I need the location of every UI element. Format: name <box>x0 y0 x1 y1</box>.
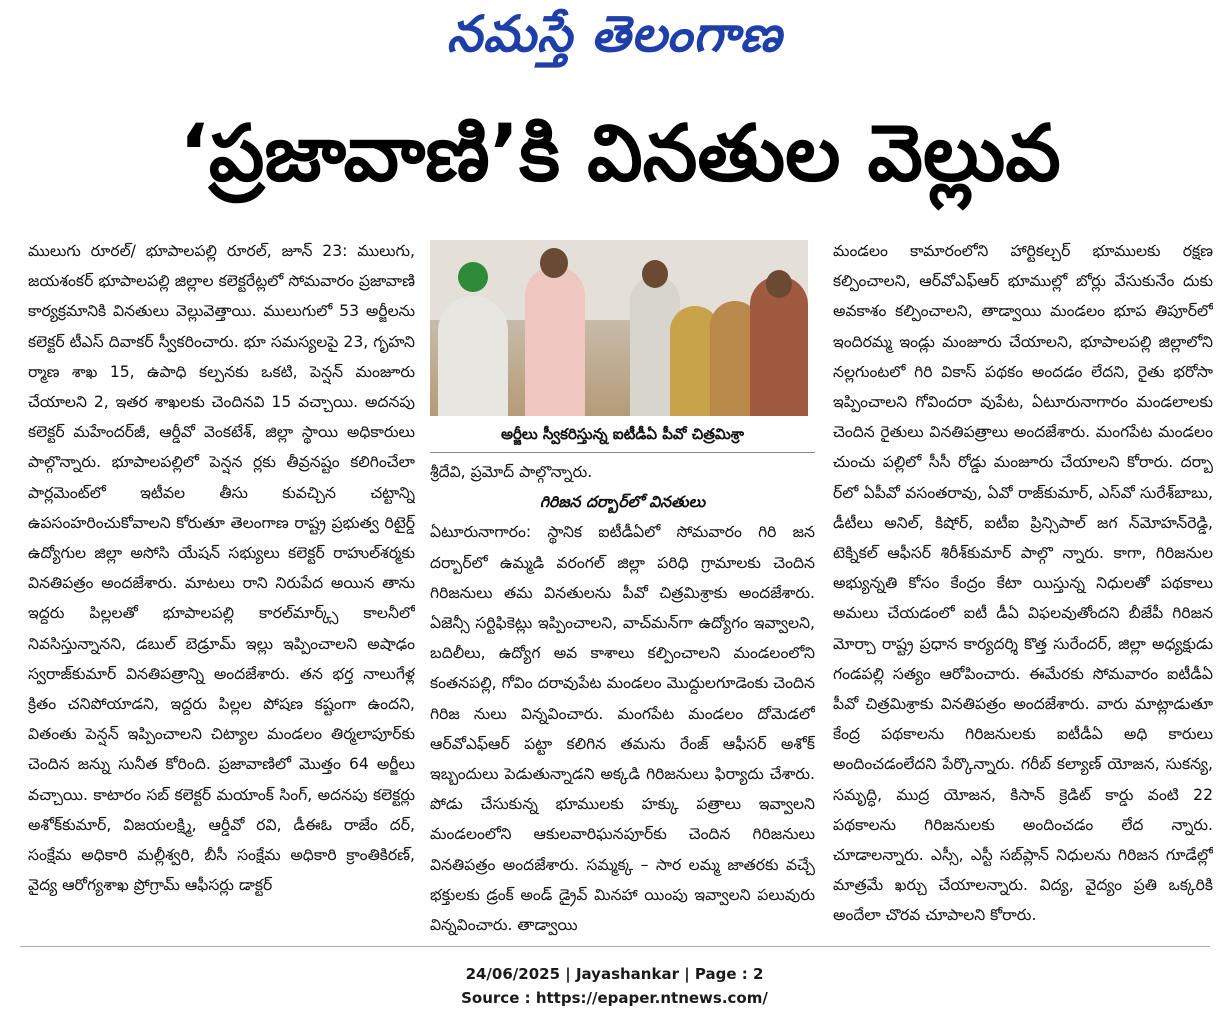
footer-divider <box>20 946 1210 947</box>
section-subhead: గిరిజన దర్బార్‌లో వినతులు <box>539 493 706 512</box>
headline-text: ‘ప్రజావాణి’కి వినతుల వెల్లువ <box>179 108 1061 199</box>
photo-person <box>438 296 508 416</box>
photo-caption: అర్జీలు స్వీకరిస్తున్న ఐటీడీఏ పీవో చిత్రమిశ్రా <box>430 416 815 453</box>
headline <box>60 108 1180 218</box>
footer-source-line: Source : https://epaper.ntnews.com/ <box>461 989 768 1007</box>
footer-date-line: 24/06/2025 | Jayashankar | Page : 2 <box>465 965 764 983</box>
footer <box>0 962 1229 1010</box>
article-column-1 <box>28 236 415 936</box>
column-3-text: మండలం కామారంలోని హార్టికల్చర్ భూములకు రక్షణ కల్పించాలని, ఆర్‌వోఎఫ్‌ఆర్ భూముల్లో బోర్లు వేసుకునేం దుకు అవకాశం కల్పించాలని, తాడ్వాయి మండలం భూప తిపూర్‌లో ఇందిరమ్మ ఇండ్లు మంజూరు చేయాలని, భూపాలపల్లి జిల్లాలోని నల్లగుంటలో గిరి వికాస్ పథకం అందడం లేదని, రైతు భరోసా ఇప్పించాలని గోవిందరా వుపేట, ఏటూరునాగారం మండలాలకు చెందిన రైతులు వినతిపత్రాలు అందజేశారు. మంగపేట మండలం చుంచు పల్లిలో సీసీ రోడ్డు మంజూరు చేయాలని కోరారు. దర్బా ర్‌లో ఏపీవో వసంతరావు, ఏవో రాజ్‌కుమార్, ఎస్‌వో సురేశ్‌బాబు, డీటీలు అనిల్, కిషోర్, ఐటీఐ ప్రిన్సిపాల్ జగ న్‌మోహన్‌రెడ్డి, టెక్నికల్ ఆఫీసర్ శిరీశ్‌కుమార్ పాల్గొ న్నారు. కాగా, గిరిజనుల అభ్యున్నతి కోసం కేంద్రం కేటా యిస్తున్న నిధులతో పథకాలు అమలు చేయడంలో ఐటీ డీఏ విఫలవుతోందని బీజేపీ గిరిజన మోర్చా రాష్ట్ర ప్రధాన కార్యదర్శి కొత్త సురేందర్, జిల్లా అధ్యక్షుడు గండపల్లి సత్యం ఆరోపించారు. ఈమేరకు సోమవారం ఐటీడీఏ పీవో చిత్రమిశ్రాకు వినతిపత్రం అందజేశారు. వారు మాట్లాడుతూ కేంద్ర పథకాలను గిరిజనులకు ఐటీడీఏ అధి కారులు అందించడంలేదని పేర్కొన్నారు. గరీబ్ కల్యాణ్ యోజన, సుకన్య, సమృద్ధి, ముద్ర యోజన, కిసాన్ క్రెడిట్ కార్డు వంటి 22 పథకాలను గిరిజనులకు అందించడం లేద న్నారు. చూడాలన్నారు. ఎస్సీ, ఎస్టీ సబ్‌ప్లాన్ నిధులను గిరిజన గూడేల్లో మాత్రమే ఖర్చు చేయాలన్నారు. విద్య, వైద్యం ప్రతి ఒక్కరికి అందేలా చొరవ చూపాలని కోరారు. <box>833 242 1213 925</box>
column-2-lead: శ్రీదేవి, ప్రమోద్ పాల్గొన్నారు. <box>430 463 593 481</box>
column-2-text: ఏటూరునాగారం: స్థానిక ఐటీడీఏలో సోమవారం గిరి జన దర్బార్‌లో ఉమ్మడి వరంగల్ జిల్లా పరిధి గ్రామాలకు చెందిన గిరిజనులు తమ వినతులను పీవో చిత్రమిశ్రాకు అందజేశారు. ఏజెన్సీ సర్టిఫికెట్లు ఇప్పించాలని, వాచ్‌మన్‌గా ఉద్యోగం ఇవ్వాలని, బదిలీలు, ఉద్యోగ అవ కాశాలు కల్పించాలని మండలంలోని కంతనపల్లి, గోవిం దరావుపేట మండలం మొద్దులగూడెంకు చెందిన గిరిజ నులు విన్నవించారు. మంగపేట మండలం దోమెడలో ఆర్‌వోఎఫ్‌ఆర్ పట్టా కలిగిన తమను రేంజ్ ఆఫీసర్ అశోక్ ఇబ్బందులు పెడుతున్నాడని అక్కడి గిరిజనులు ఫిర్యాదు చేశారు. పోడు చేసుకున్న భూములకు హక్కు పత్రాలు ఇవ్వాలని మండలంలోని ఆకులవారిఘనపూర్‌కు చెందిన గిరిజనులు వినతిపత్రం అందజేశారు. సమ్మక్క – సార లమ్మ జాతరకు వచ్చే భక్తులకు డ్రంక్ అండ్ డ్రైవ్ మినహా యింపు ఇవ్వాలని పలువురు విన్నవించారు. తాడ్వాయి <box>430 523 815 935</box>
column-1-text: ములుగు రూరల్/ భూపాలపల్లి రూరల్, జూన్ 23: ములుగు, జయశంకర్ భూపాలపల్లి జిల్లాల కలెక్టరేట్లలో సోమవారం ప్రజావాణి కార్యక్రమానికి వినతులు వెల్లువెత్తాయి. ములుగులో 53 అర్జీలను కలెక్టర్ టీఎస్ దివాకర్ స్వీకరించారు. భూ సమస్యలపై 23, గృహని ర్మాణ శాఖ 15, ఉపాధి కల్పనకు ఒకటి, పెన్షన్ మంజూరు చేయాలని 2, ఇతర శాఖలకు చెందినవి 15 వచ్చాయి. అదనపు కలెక్టర్ మహేందర్‌జీ, ఆర్డీవో వెంకటేశ్, జిల్లా స్థాయి అధికారులు పాల్గొన్నారు. భూపాలపల్లిలో పెన్షన ర్లకు తీవ్రనష్టం కలిగించేలా పార్లమెంట్‌లో ఇటీవల తీసు కువచ్చిన చట్టాన్ని ఉపసంహరించుకోవాలని కోరుతూ తెలంగాణ రాష్ట్ర ప్రభుత్వ రిటైర్డ్ ఉద్యోగుల జిల్లా అసోసి యేషన్ సభ్యులు కలెక్టర్ రాహుల్‌శర్మకు వినతిపత్రం అందజేశారు. మాటలు రాని నిరుపేద అయిన తాను ఇద్దరు పిల్లలతో భూపాలపల్లి కారల్‌మార్క్స్ కాలనీలో నివసిస్తున్నానని, డబుల్ బెడ్రూమ్ ఇల్లు ఇప్పించాలని అషాఢం స్వరాజ్‌కుమార్ వినతిపత్రాన్ని అందజేశారు. తన భర్త నాలుగేళ్ల క్రితం చనిపోయాడని, ఇద్దరు పిల్లల పోషణ కష్టంగా ఉందని, వితంతు పెన్షన్ ఇప్పించాలని చిట్యాల మండలం తిర్మలాపూర్‌కు చెందిన జన్ను సునీత కోరింది. ప్రజావాణిలో మొత్తం 64 అర్జీలు వచ్చాయి. కాటారం సబ్ కలెక్టర్ మయాంక్ సింగ్, అదనపు కలెక్టర్లు అశోక్‌కుమార్, విజయలక్ష్మి, ఆర్డీవో రవి, డీఈఓ రాజేం దర్, సంక్షేమ అధికారి మల్లీశ్వరి, బీసీ సంక్షేమ అధికారి క్రాంతికిరణ్, వైద్య ఆరోగ్యశాఖ ప్రోగ్రామ్ ఆఫీసర్లు డాక్టర్ <box>28 242 415 895</box>
photo-person <box>525 266 585 416</box>
masthead <box>0 4 1229 76</box>
news-photo <box>430 240 808 416</box>
article-column-3 <box>833 236 1213 936</box>
article-column-2 <box>430 236 815 936</box>
newspaper-logo: నమస్తే తెలంగాణ <box>446 4 783 63</box>
